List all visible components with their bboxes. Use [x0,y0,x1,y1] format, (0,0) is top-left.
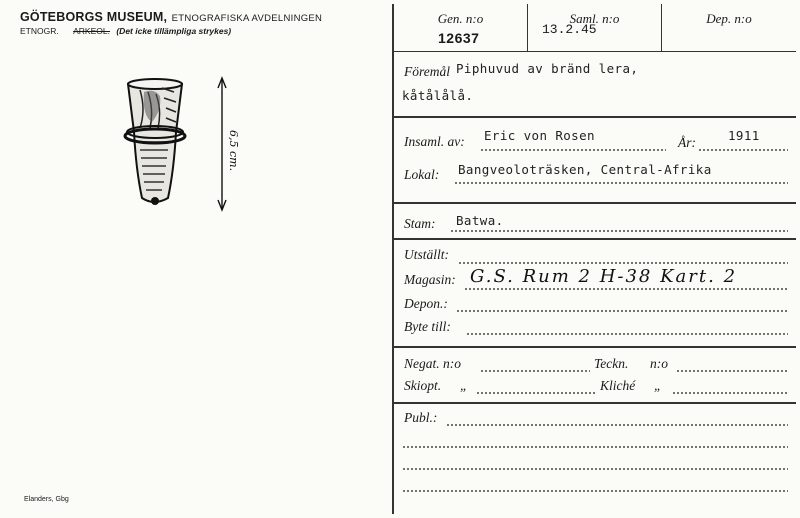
stam-dots [450,230,788,232]
pipe-bowl-drawing [110,70,250,220]
teckn-label: Teckn. [594,356,629,371]
insaml-value: Eric von Rosen [484,128,595,143]
separator-2 [394,202,796,204]
saml-label: Saml. n:o [569,11,620,26]
insaml-dots [480,149,666,151]
publ-label: Publ.: [404,410,438,425]
utstallt-dots [458,262,788,264]
dep-box [662,4,796,52]
strike-note: (Det icke tillämpliga strykes) [116,26,232,36]
magasin-label: Magasin: [404,272,456,287]
department-name: ETNOGRAFISKA AVDELNINGEN [171,13,323,24]
lokal-dots [454,182,788,184]
kliche-mark: „ [654,378,662,393]
saml-box [528,4,662,52]
catalog-form [394,4,796,514]
utstallt-label: Utställt: [404,247,450,262]
separator-1 [394,116,796,118]
publ-dots-3 [402,468,788,470]
kliche-label: Kliché [600,378,636,393]
museum-header [20,8,322,26]
skiopt-label: Skiopt. [404,378,442,393]
ar-label: År: [678,135,696,150]
separator-5 [394,402,796,404]
ar-dots [698,149,788,151]
gen-label: Gen. n:o [437,11,484,26]
lokal-label: Lokal: [404,167,440,182]
teckn-no-label: n:o [650,356,668,371]
separator-3 [394,238,796,240]
publ-dots-1 [446,424,788,426]
stam-value: Batwa. [456,213,504,228]
kliche-dots [672,392,788,394]
depon-dots [456,310,788,312]
negat-dots [480,370,590,372]
magasin-value: G.S. Rum 2 H-38 Kart. 2 [470,266,738,287]
magasin-dots [464,288,788,290]
foremal-label: Föremål [404,64,450,79]
museum-name: GÖTEBORGS MUSEUM, [20,10,168,24]
depon-label: Depon.: [404,296,448,311]
stam-label: Stam: [404,216,436,231]
printer-imprint: Elanders, Gbg [24,496,69,503]
lokal-value: Bangveoloträsken, Central-Afrika [458,162,712,177]
etnogr-label: ETNOGR. [20,26,59,36]
gen-value: 12637 [438,30,480,46]
separator-4 [394,346,796,348]
negat-label: Negat. n:o [404,356,461,371]
category-line [20,26,231,36]
byte-label: Byte till: [404,319,451,334]
publ-dots-2 [402,446,788,448]
scale-label: 6,5 cm. [227,130,240,172]
foremal-value: Piphuvud av bränd lera, [456,61,639,76]
gen-box [394,4,528,52]
ar-value: 1911 [728,128,760,143]
saml-value: 13.2.45 [542,22,597,37]
pipe-bowl-sketch [110,70,250,225]
skiopt-mark: „ [460,378,468,393]
teckn-dots [676,370,788,372]
publ-dots-4 [402,490,788,492]
foremal-value-2: kåtålålå. [402,88,474,103]
insaml-label: Insaml. av: [404,134,465,149]
skiopt-dots [476,392,596,394]
dep-label: Dep. n:o [706,11,752,26]
arkeol-label: ARKEOL. [73,26,110,36]
byte-dots [466,333,788,335]
